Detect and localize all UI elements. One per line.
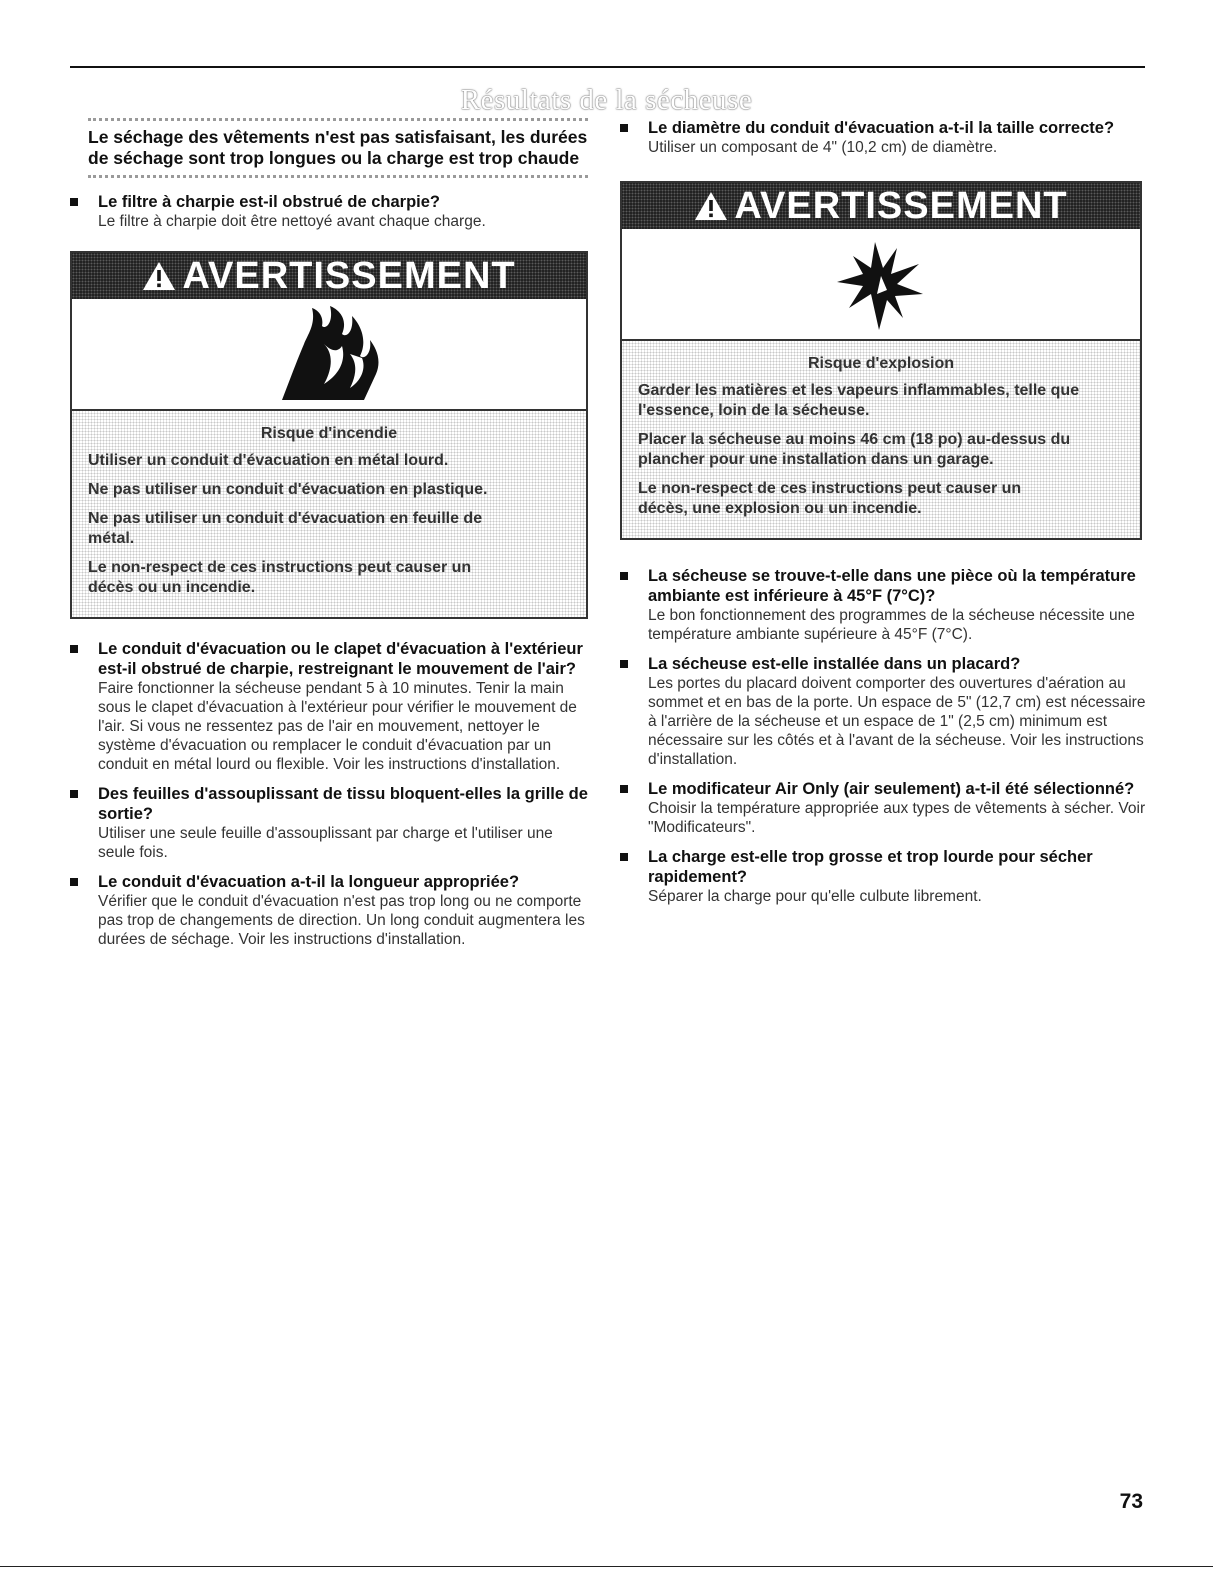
- list-item: [620, 654, 1150, 769]
- square-bullet-icon: [70, 645, 78, 653]
- warning-risk-title: Risque d'explosion: [807, 355, 955, 372]
- warning-body: [72, 411, 586, 617]
- list-item: [70, 784, 590, 862]
- warning-triangle-icon: [694, 191, 728, 221]
- explosion-icon: [831, 234, 931, 334]
- warning-banner: [72, 253, 586, 299]
- list-item: [620, 779, 1150, 837]
- question: Des feuilles d'assouplissant de tissu bloquent-elles la grille de sortie?: [98, 785, 588, 823]
- right-column: [620, 118, 1150, 906]
- square-bullet-icon: [620, 785, 628, 793]
- answer: Utiliser une seule feuille d'assouplissant par charge et l'utiliser une seule fois.: [98, 825, 553, 861]
- answer: Utiliser un composant de 4" (10,2 cm) de diamètre.: [648, 139, 998, 156]
- square-bullet-icon: [70, 878, 78, 886]
- answer: Les portes du placard doivent comporter des ouvertures d'aération au sommet et en bas de la porte. Un espace de 5" (12,7 cm) est nécessaire à l'arrière de la sécheuse et un espace de 1" (2,5 cm) minimum est nécessaire sur les côtés et à l'avant de la sécheuse. Voir les instructions d'installation.: [648, 675, 1146, 768]
- answer: Le bon fonctionnement des programmes de la sécheuse nécessite une température ambiante supérieure à 45°F (7°C).: [648, 607, 1135, 643]
- list-item: [620, 118, 1150, 157]
- section-heading-box: [88, 118, 588, 178]
- question: La sécheuse se trouve-t-elle dans une pièce où la température ambiante est inférieure à 45°F (7°C)?: [648, 567, 1136, 605]
- square-bullet-icon: [620, 660, 628, 668]
- explosion-warning-box: [620, 181, 1142, 540]
- list-item: [620, 566, 1150, 644]
- warning-banner-text: AVERTISSEMENT: [734, 185, 1068, 227]
- warning-line: Ne pas utiliser un conduit d'évacuation en feuille de métal.: [88, 510, 483, 547]
- bottom-rule: [0, 1566, 1213, 1567]
- warning-line: Le non-respect de ces instructions peut causer un décès, une explosion ou un incendie.: [638, 480, 1022, 517]
- answer: Faire fonctionner la sécheuse pendant 5 à 10 minutes. Tenir la main sous le clapet d'évacuation à l'extérieur pour vérifier le mouvement de l'air. Si vous ne ressentez pas de l'air en mouvement, nettoyer le système d'évacuation ou remplacer le conduit d'évacuation par un conduit en métal lourd ou flexible. Voir les instructions d'installation.: [98, 680, 577, 773]
- page-number: 73: [1119, 1490, 1143, 1513]
- list-item: [70, 192, 590, 231]
- list-item: [70, 639, 590, 774]
- warning-triangle-icon: [142, 261, 176, 291]
- answer: Choisir la température appropriée aux types de vêtements à sécher. Voir "Modificateurs".: [648, 800, 1146, 836]
- section-heading: Le séchage des vêtements n'est pas satisfaisant, les durées de séchage sont trop longues ou la charge est trop chaude: [88, 127, 588, 168]
- warning-line: Placer la sécheuse au moins 46 cm (18 po) au-dessus du plancher pour une installation dans un garage.: [638, 431, 1071, 468]
- warning-risk-title: Risque d'incendie: [260, 425, 398, 442]
- warning-line: Ne pas utiliser un conduit d'évacuation en plastique.: [88, 481, 488, 498]
- square-bullet-icon: [70, 198, 78, 206]
- square-bullet-icon: [620, 572, 628, 580]
- warning-line: Le non-respect de ces instructions peut causer un décès ou un incendie.: [88, 559, 472, 596]
- question: La charge est-elle trop grosse et trop lourde pour sécher rapidement?: [648, 848, 1093, 886]
- question: La sécheuse est-elle installée dans un placard?: [648, 655, 1021, 673]
- question: Le diamètre du conduit d'évacuation a-t-il la taille correcte?: [648, 119, 1115, 137]
- question: Le conduit d'évacuation a-t-il la longueur appropriée?: [98, 873, 520, 891]
- square-bullet-icon: [620, 124, 628, 132]
- warning-line: Utiliser un conduit d'évacuation en métal lourd.: [88, 452, 449, 469]
- warning-banner-text: AVERTISSEMENT: [182, 255, 516, 297]
- answer: Vérifier que le conduit d'évacuation n'est pas trop long ou ne comporte pas trop de changements de direction. Un long conduit augmentera les durées de séchage. Voir les instructions d'installation.: [98, 893, 585, 948]
- question: Le filtre à charpie est-il obstrué de charpie?: [98, 193, 441, 211]
- square-bullet-icon: [620, 853, 628, 861]
- answer: Séparer la charge pour qu'elle culbute librement.: [648, 888, 982, 905]
- left-column: [70, 118, 590, 949]
- warning-line: Garder les matières et les vapeurs inflammables, telle que l'essence, loin de la sécheuse.: [638, 382, 1080, 419]
- warning-banner: [622, 183, 1140, 229]
- list-item: [70, 872, 590, 949]
- page-title: Résultats de la sécheuse: [460, 84, 753, 116]
- warning-body: [622, 341, 1140, 538]
- square-bullet-icon: [70, 790, 78, 798]
- list-item: [620, 847, 1150, 906]
- fire-icon: [264, 304, 394, 404]
- top-rule: [70, 66, 1145, 68]
- fire-warning-box: [70, 251, 588, 619]
- fire-icon-panel: [72, 299, 586, 411]
- answer: Le filtre à charpie doit être nettoyé avant chaque charge.: [98, 213, 486, 230]
- question: Le modificateur Air Only (air seulement) a-t-il été sélectionné?: [648, 780, 1135, 798]
- explosion-icon-panel: [622, 229, 1140, 341]
- question: Le conduit d'évacuation ou le clapet d'évacuation à l'extérieur est-il obstrué de charpie, restreignant le mouvement de l'air?: [98, 640, 583, 678]
